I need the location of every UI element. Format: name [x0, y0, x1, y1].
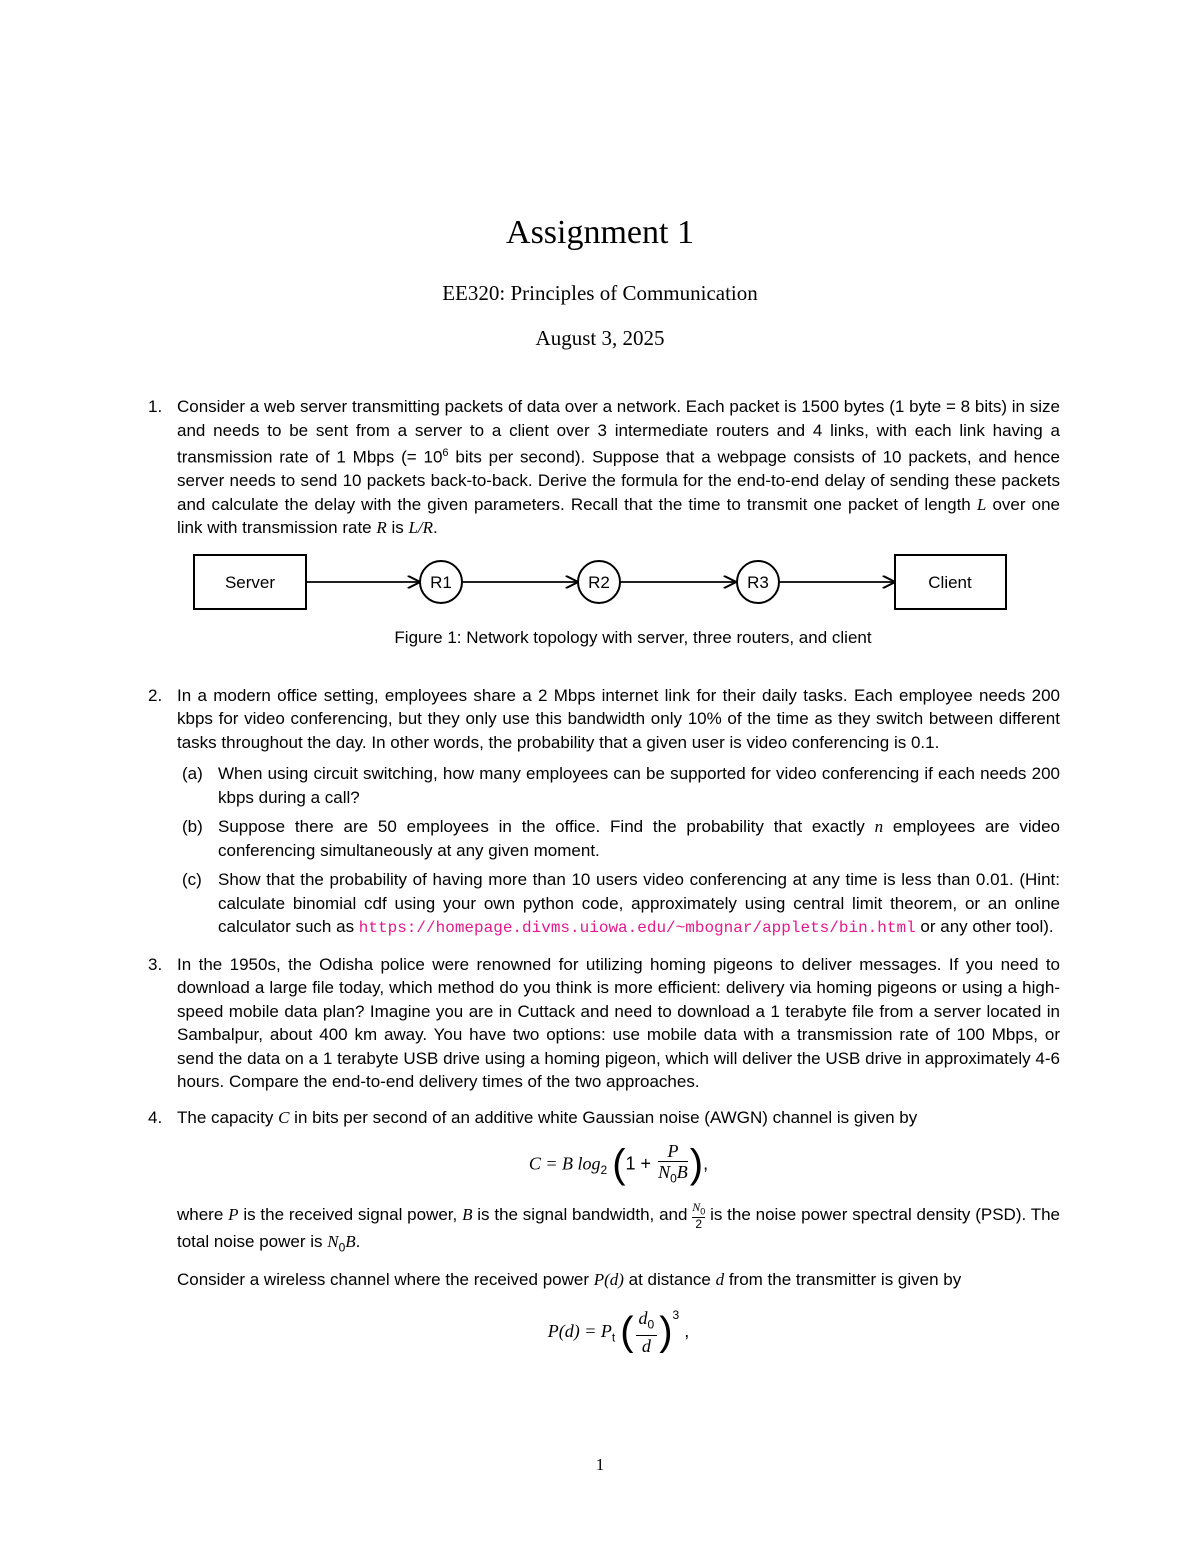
subpart-text: Show that the probability of having more than 10 users video conferencing at any time is less than 0.01. (Hint: calculate binomial cdf using your own python code, approximately using central limit theorem, or an online calculator such as https://homepage.divms.uiowa.edu/~mbognar/applets/bin.html or any other tool).: [218, 870, 1060, 938]
figure-caption: Figure 1: Network topology with server, three routers, and client: [394, 627, 872, 647]
subpart-text: Suppose there are 50 employees in the office. Find the probability that exactly n employees are video conferencing simultaneously at any given moment.: [218, 817, 1060, 860]
page-title: Assignment 1: [506, 214, 694, 251]
problem-2: [148, 684, 1060, 941]
problem-4: [148, 1106, 1060, 1356]
course-name: EE320: Principles of Communication: [442, 281, 758, 305]
problem-text: The capacity C in bits per second of an additive white Gaussian noise (AWGN) channel is given by: [177, 1107, 918, 1127]
capacity-equation: C = B $\log_2 (1$ + $\frac{P}{N_0B}$ ),: [528, 1141, 709, 1187]
subpart-list: [177, 762, 1060, 941]
problem-text: Consider a web server transmitting packets of data over a network. Each packet is 1500 bytes (1 byte = 8 bits) in size and needs to be sent from a server to a client over 3 intermediate routers and 4 links, with each link having a transmission rate of 1 Mbps (= $10^6$ bits per second). Suppose that a webpage consists of 10 packets, and hence server needs to send 10 packets back-to-back. Derive the formula for the end-to-end delay of sending these packets and calculate the delay with the given parameters. Recall that the time to transmit one packet of length L over one link with transmission rate R is L/R.: [177, 397, 1060, 538]
problem-number: 3.: [148, 954, 163, 974]
problem-1: [148, 395, 1060, 668]
received-power-equation: $P(d) = P_t$ ( $\frac{d_0}{d}$ )$^3$ ,: [547, 1307, 690, 1356]
network-topology-figure: [177, 550, 1089, 668]
client-label: Client: [928, 572, 972, 592]
router-r1-label: R1: [430, 572, 452, 592]
binomial-calculator-link[interactable]: https://homepage.divms.uiowa.edu/~mbognar/applets/bin.html: [358, 919, 916, 938]
subpart-label: (c): [182, 870, 202, 890]
problem-number: 2.: [148, 685, 163, 705]
problem-list: [148, 395, 1060, 1356]
subpart-c: [177, 868, 1060, 941]
server-label: Server: [224, 572, 276, 592]
subpart-label: (a): [182, 764, 203, 784]
problem-number: 1.: [148, 397, 163, 416]
router-r2-label: R2: [588, 572, 610, 592]
problem-text: In a modern office setting, employees share a 2 Mbps internet link for their daily tasks. Each employee needs 200 kbps for video conferencing, but they only use this bandwidth only 10% of the time as they switch between different tasks throughout the day. In other words, the probability that a given user is video conferencing is 0.1.: [177, 685, 1060, 752]
problem-3: [148, 953, 1060, 1094]
problem-text: where P is the received signal power, B is the signal bandwidth, and $\frac{N_0}{2}$ is the noise power spectral density (PSD). The total noise power is $N_0B$.: [177, 1199, 1061, 1255]
network-topology-diagram: [177, 550, 1089, 620]
page-number: 1: [595, 1455, 605, 1474]
subpart-a: [177, 762, 1060, 809]
problem-text: In the 1950s, the Odisha police were renowned for utilizing homing pigeons to deliver messages. If you need to download a large file today, which method do you think is more efficient: delivery via homing pigeons or using a high-speed mobile data plan? Imagine you are in Cuttack and need to download a 1 terabyte file from a server located in Sambalpur, about 400 km away. You have two options: use mobile data with a transmission rate of 100 Mbps, or send the data on a 1 terabyte USB drive using a homing pigeon, which will deliver the USB drive in approximately 4-6 hours. Compare the end-to-end delivery times of the two approaches.: [177, 954, 1060, 1092]
problem-text: Consider a wireless channel where the received power P(d) at distance d from the transmitter is given by: [177, 1270, 962, 1290]
router-r3-label: R3: [747, 572, 769, 592]
problem-list-container: [148, 395, 1060, 1368]
problem-number: 4.: [148, 1107, 163, 1127]
subpart-text: When using circuit switching, how many employees can be supported for video conferencing if each needs 200 kbps during a call?: [218, 764, 1060, 807]
subpart-b: [177, 815, 1060, 862]
subpart-label: (b): [182, 817, 203, 837]
date: August 3, 2025: [535, 326, 665, 350]
